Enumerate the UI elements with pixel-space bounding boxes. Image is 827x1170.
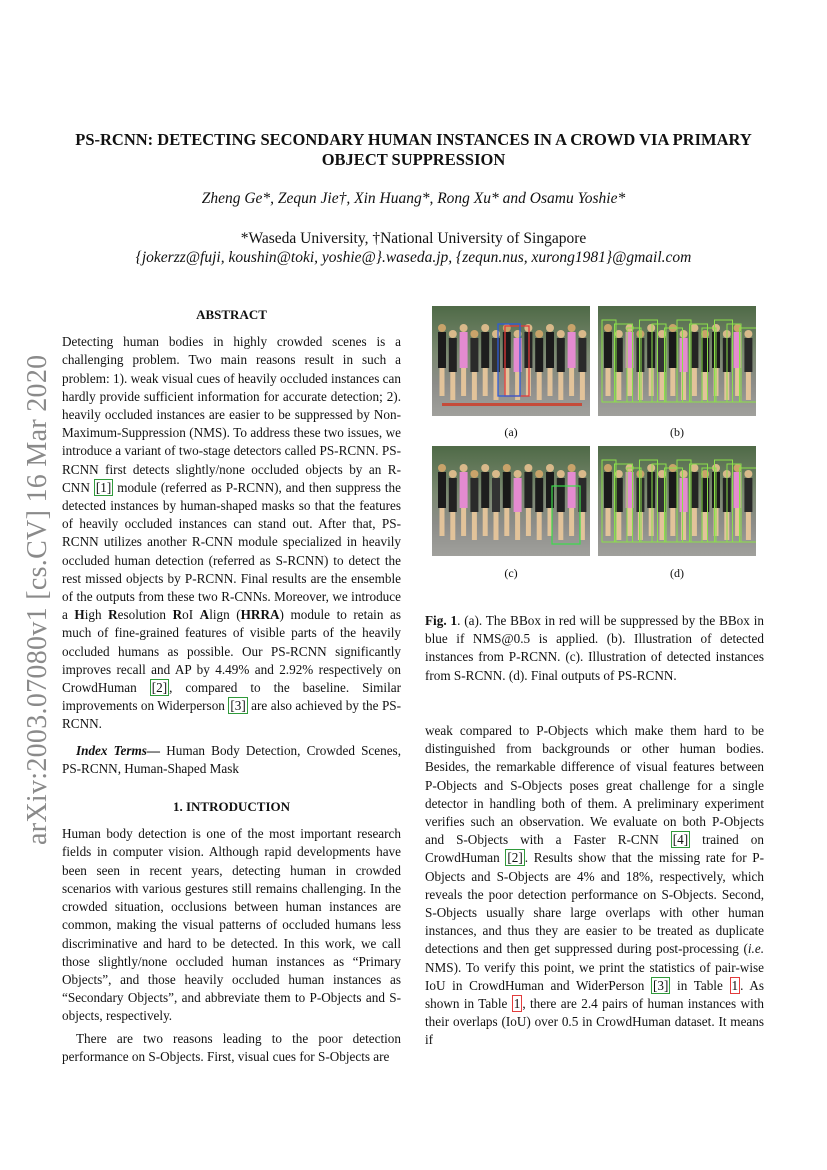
person-legs <box>670 508 675 536</box>
person-legs <box>537 372 542 400</box>
paper-title <box>60 130 767 170</box>
person-body <box>470 478 478 512</box>
person-legs <box>472 372 477 400</box>
person-head <box>690 324 698 332</box>
person-head <box>449 330 457 338</box>
person-head <box>481 324 489 332</box>
person-legs <box>483 508 488 536</box>
person-head <box>647 464 655 472</box>
person-legs <box>483 368 488 396</box>
person-legs <box>616 372 621 400</box>
person-body <box>438 332 446 368</box>
person-legs <box>548 368 553 396</box>
person-legs <box>638 372 643 400</box>
person-head <box>604 464 612 472</box>
person-body <box>492 338 500 372</box>
abstract-text: Detecting human bodies in highly crowded scenes is a challenging problem. Two main reasons result in such a problem: 1). weak visual cues of heavily occluded instances can hardly provide sufficient information for accurate detection; 2). heavily occluded instances are easier to be suppressed by Non-Maximum-Suppression (NMS). To address these two issues, we introduce a variant of two-stage detectors called PS-RCNN. PS-RCNN first detects slightly/none occluded objects by an R-CNN [1] module (referred as P-RCNN), and then suppress the detected instances by human-shaped masks so that the features of heavily occluded instances can stand out. After that, PS-RCNN utilizes another R-CNN module specialized in heavily occluded human detection (referred as S-RCNN) to detect the rest missed objects by P-RCNN. Final results are the ensemble of the outputs from these two R-CNNs. Moreover, we introduce a High Resolution RoI Align (HRRA) module to retain as much of fine-grained features of visible parts of the heavily occluded humans as possible. Our PS-RCNN significantly improves recall and AP by 4.49% and 2.92% respectively on CrowdHuman [2] , compared to the baseline. Similar improvements on Widerperson [3] are also achieved by the PS-RCNN. <box>62 334 402 732</box>
person-body <box>535 338 543 372</box>
person-body <box>690 332 698 368</box>
person-head <box>492 470 500 478</box>
person-legs <box>472 512 477 540</box>
person-body <box>557 478 565 512</box>
person-legs <box>660 512 665 540</box>
person-body <box>481 332 489 368</box>
person-body <box>438 472 446 508</box>
intro-heading: 1. INTRODUCTION <box>172 799 290 815</box>
citation-link[interactable]: [1] <box>95 479 112 495</box>
person-legs <box>681 512 686 540</box>
person-body <box>481 472 489 508</box>
person-head <box>438 324 446 332</box>
person-legs <box>627 508 632 536</box>
person-body <box>604 472 612 508</box>
body-text-right: weak compared to P-Objects which make them hard to be distinguished from backgrounds or other human bodies. Besides, the remarkable difference of visual features between P-Objects and S-Objects poses great challenge for a single detector in handling both of them. A preliminary experiment verifies such an observation. We evaluate on both P-Objects and S-Objects with a Faster R-CNN [4] trained on CrowdHuman [2] . Results show that the missing rate for P-Objects and S-Objects are 4% and 18%, respectively, which reveals the poor detection performance on S-Objects. Second, S-Objects usually share large overlaps with other human instances, and thus they are easier to be treated as duplicate detections and then get suppressed during post-processing (i.e. NMS). To verify this point, we print the statistics of pair-wise IoU in CrowdHuman and WiderPerson [3] in Table 1 . As shown in Table 1 , there are 2.4 pairs of human instances with their overlaps (IoU) over 0.5 in CrowdHuman dataset. It means if <box>425 723 764 1048</box>
person-head <box>636 330 644 338</box>
person-legs <box>580 372 585 400</box>
person-legs <box>692 368 697 396</box>
figure-caption: Fig. 1. (a). The BBox in red will be suppressed by the BBox in blue if NMS@0.5 is applied. (b). Illustration of detected instances from P-RCNN. (c). Illustration of detected instances from S-RCNN. (d). Final outputs of PS-RCNN. <box>425 613 764 683</box>
person-head <box>438 464 446 472</box>
person-legs <box>670 368 675 396</box>
crowd-photo-a <box>432 306 590 416</box>
person-body <box>744 478 752 512</box>
person-body <box>460 472 468 508</box>
person-legs <box>461 368 466 396</box>
person-legs <box>450 372 455 400</box>
person-legs <box>526 508 531 536</box>
person-head <box>460 464 468 472</box>
abstract-heading: ABSTRACT <box>196 307 267 322</box>
person-body <box>636 478 644 512</box>
person-body <box>449 338 457 372</box>
person-head <box>470 470 478 478</box>
person-body <box>680 478 688 512</box>
person-legs <box>606 508 611 536</box>
panel-label-c: (c) <box>504 566 518 580</box>
panel-label-a: (a) <box>504 425 518 439</box>
person-head <box>460 324 468 332</box>
person-body <box>460 332 468 368</box>
person-body <box>578 338 586 372</box>
citation-link[interactable]: [3] <box>230 698 246 714</box>
person-body <box>557 338 565 372</box>
arxiv-identifier: arXiv:2003.07080v1 [cs.CV] 16 Mar 2020 <box>22 354 53 845</box>
person-legs <box>440 368 445 396</box>
person-head <box>470 330 478 338</box>
person-head <box>557 470 565 478</box>
panel-label-b: (b) <box>670 425 684 439</box>
person-head <box>744 470 752 478</box>
abstract-section <box>62 306 401 1066</box>
person-body <box>503 472 511 508</box>
crowd-photo-d <box>598 446 756 556</box>
person-legs <box>703 372 708 400</box>
person-body <box>535 478 543 512</box>
person-head <box>503 324 511 332</box>
person-head <box>680 470 688 478</box>
intro-paragraph-1: Human body detection is one of the most important research fields in computer vision. Although rapid developments have been seen in recent years, detecting human in crowded scenarios with various gestures still remains challenging. In the crowded situation, occlusions between human instances are common, making the visual patterns of occluded humans less discriminative and hard to be detected. In this work, we call those slightly/none occluded human instances as “Primary Objects”, and those heavily occluded human instances as “Secondary Objects”, and abbreviate them to P-Objects and S-objects, respectively. <box>62 826 401 1024</box>
person-body <box>514 478 522 512</box>
person-body <box>734 472 742 508</box>
person-legs <box>558 512 563 540</box>
person-body <box>734 332 742 368</box>
person-body <box>524 472 532 508</box>
person-legs <box>440 508 445 536</box>
person-head <box>514 470 522 478</box>
person-legs <box>649 508 654 536</box>
person-head <box>744 330 752 338</box>
person-head <box>604 324 612 332</box>
crowd-photo-c <box>432 446 590 556</box>
person-head <box>524 464 532 472</box>
person-head <box>546 324 554 332</box>
person-head <box>481 464 489 472</box>
person-head <box>449 470 457 478</box>
person-body <box>604 332 612 368</box>
person-legs <box>515 512 520 540</box>
person-body <box>470 338 478 372</box>
person-head <box>690 464 698 472</box>
person-head <box>680 330 688 338</box>
person-body <box>492 478 500 512</box>
citation-link[interactable]: [2] <box>507 850 523 866</box>
title-line-1: PS-RCNN: DETECTING SECONDARY HUMAN INSTANCES IN A CROWD VIA PRIMARY <box>75 130 752 149</box>
person-head <box>568 464 576 472</box>
person-body <box>744 338 752 372</box>
person-head <box>492 330 500 338</box>
citation-link[interactable]: [2] <box>151 680 168 696</box>
person-legs <box>537 512 542 540</box>
person-body <box>449 478 457 512</box>
person-body <box>546 472 554 508</box>
person-legs <box>504 508 509 536</box>
person-legs <box>461 508 466 536</box>
intro-paragraph-2: There are two reasons leading to the poor detection performance on S-Objects. First, visual cues for S-Objects are <box>62 1030 401 1064</box>
person-legs <box>746 372 751 400</box>
person-head <box>647 324 655 332</box>
person-legs <box>746 512 751 540</box>
title-line-2: OBJECT SUPPRESSION <box>321 150 506 169</box>
person-body <box>647 332 655 368</box>
person-legs <box>569 508 574 536</box>
person-body <box>647 472 655 508</box>
person-head <box>568 324 576 332</box>
person-body <box>568 332 576 368</box>
person-body <box>636 338 644 372</box>
citation-link[interactable]: [3] <box>652 977 669 993</box>
figure-panel-c <box>432 446 590 556</box>
citation-link[interactable]: [4] <box>672 832 689 848</box>
person-legs <box>660 372 665 400</box>
table-link[interactable]: 1 <box>513 996 521 1012</box>
person-body <box>690 472 698 508</box>
person-head <box>578 330 586 338</box>
person-body <box>503 332 511 368</box>
person-legs <box>494 512 499 540</box>
person-legs <box>606 368 611 396</box>
person-head <box>535 330 543 338</box>
person-head <box>535 470 543 478</box>
person-head <box>503 464 511 472</box>
person-legs <box>649 368 654 396</box>
figure-panel-b <box>598 306 756 416</box>
person-legs <box>580 512 585 540</box>
person-legs <box>692 508 697 536</box>
figure-panel-d <box>598 446 756 556</box>
person-legs <box>616 512 621 540</box>
crowd-photo-b <box>598 306 756 416</box>
person-body <box>669 472 677 508</box>
person-legs <box>450 512 455 540</box>
person-body <box>546 332 554 368</box>
person-legs <box>681 372 686 400</box>
person-body <box>568 472 576 508</box>
person-head <box>578 470 586 478</box>
panel-label-d: (d) <box>670 566 684 580</box>
person-legs <box>703 512 708 540</box>
person-head <box>636 470 644 478</box>
emails: {jokerzz@fuji, koushin@toki, yoshie@}.waseda.jp, {zequn.nus, xurong1981}@gmail.com <box>135 249 692 266</box>
table-link[interactable]: 1 <box>731 977 739 993</box>
person-body <box>680 338 688 372</box>
person-legs <box>638 512 643 540</box>
person-body <box>669 332 677 368</box>
person-legs <box>558 372 563 400</box>
person-legs <box>627 368 632 396</box>
person-legs <box>569 368 574 396</box>
index-terms: Index Terms— Human Body Detection, Crowded Scenes, PS-RCNN, Human-Shaped Mask <box>62 742 401 776</box>
person-head <box>557 330 565 338</box>
affiliations: *Waseda University, †National University of Singapore <box>240 230 587 247</box>
figure-panel-a <box>432 306 590 416</box>
person-head <box>546 464 554 472</box>
authors: Zheng Ge*, Zequn Jie†, Xin Huang*, Rong Xu* and Osamu Yoshie* <box>201 190 626 207</box>
